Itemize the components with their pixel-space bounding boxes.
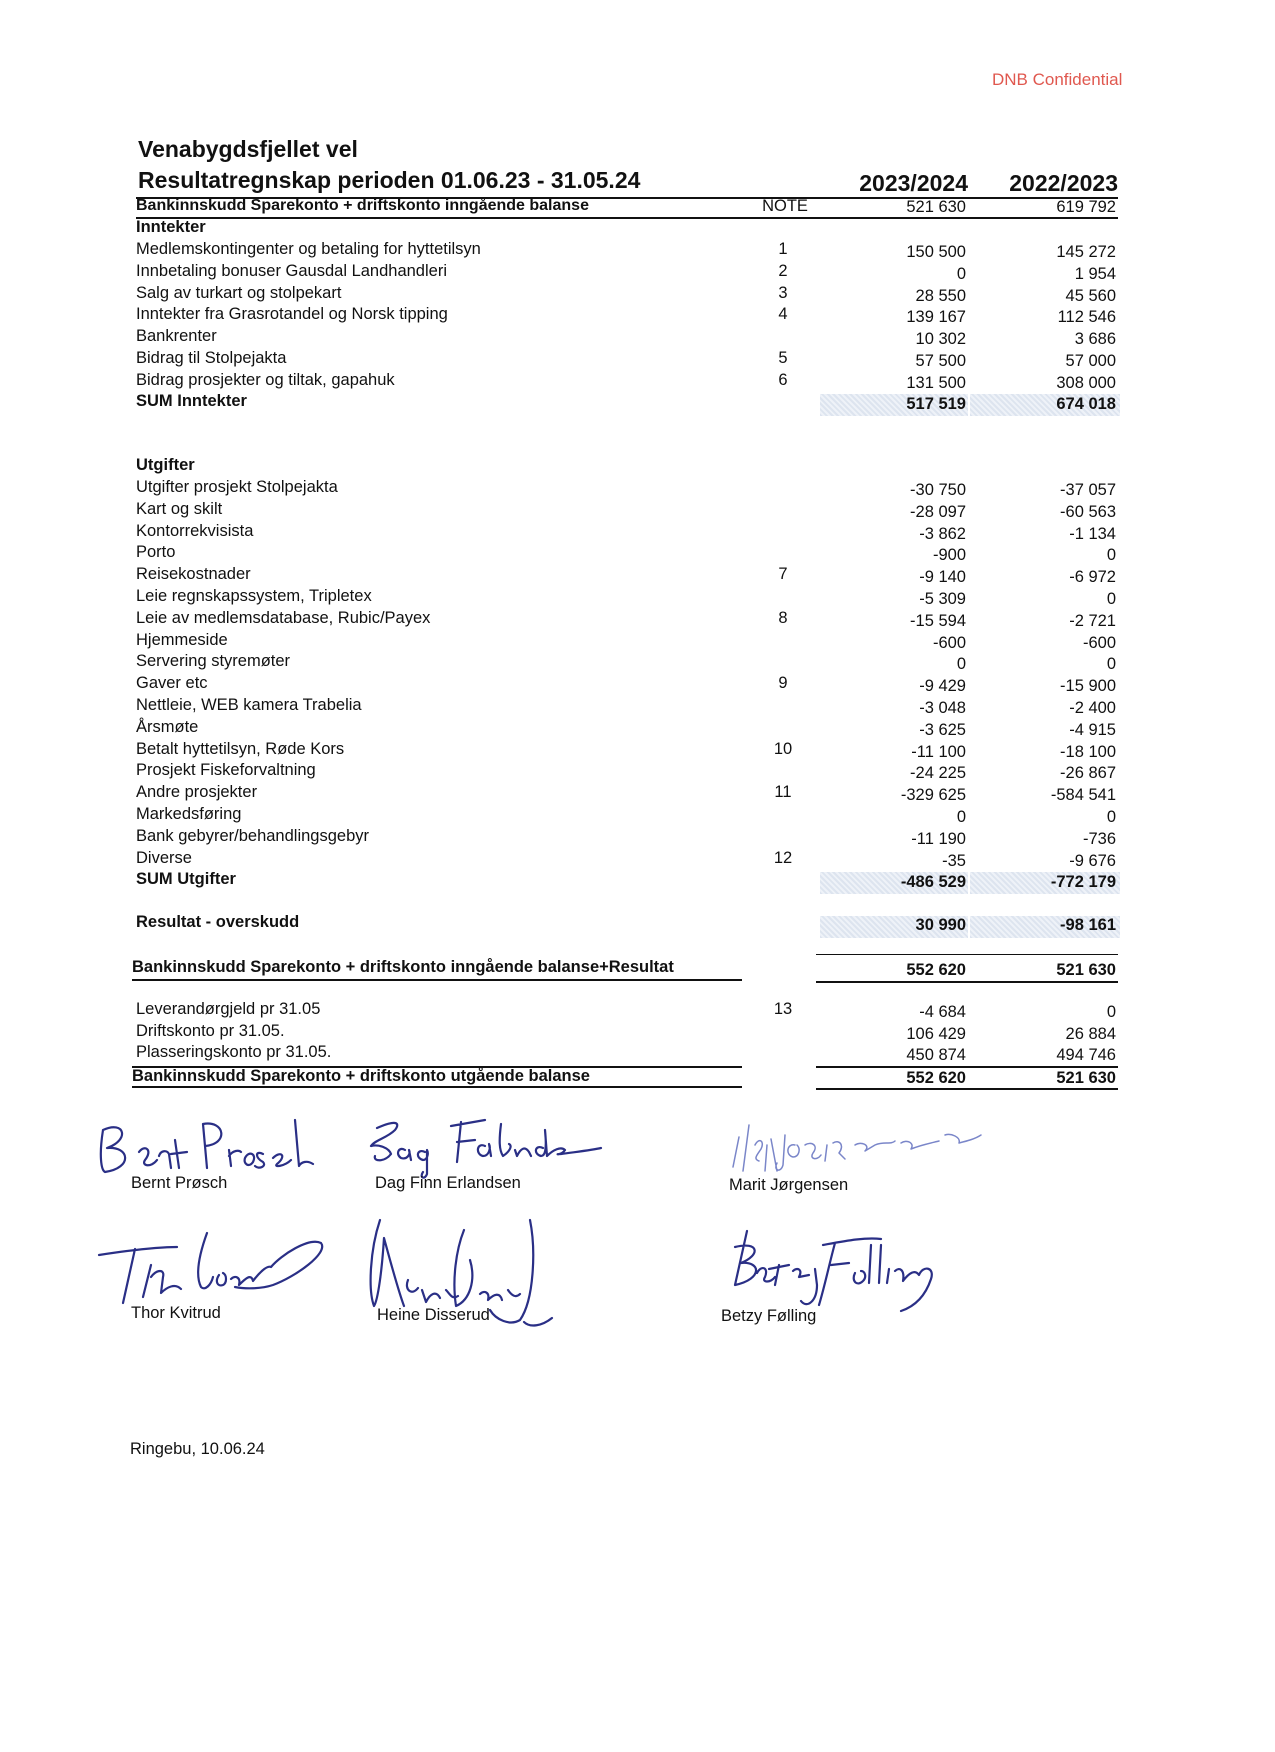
opening-balance-row xyxy=(0,197,1275,219)
expense-item-current: -30 750 xyxy=(910,481,966,499)
expense-item-label: Hjemmeside xyxy=(136,630,228,649)
expense-item-label: Servering styremøter xyxy=(136,652,291,671)
expense-item-row xyxy=(0,609,1275,631)
expenses-heading: Utgifter xyxy=(136,456,195,474)
expense-item-row xyxy=(0,761,1275,783)
rule-under-closing-label xyxy=(132,1086,742,1088)
signature-thor xyxy=(95,1225,335,1305)
expense-item-label: Betalt hyttetilsyn, Røde Kors xyxy=(136,739,345,758)
expense-item-previous: -1 134 xyxy=(1069,524,1116,543)
income-item-previous: 112 546 xyxy=(1057,308,1116,327)
closing-item-row xyxy=(0,1043,1275,1065)
result-previous: -98 161 xyxy=(1060,916,1116,934)
income-item-previous: 145 272 xyxy=(1056,243,1116,261)
income-item-current: 139 167 xyxy=(906,308,966,327)
expense-item-label: Utgifter prosjekt Stolpejakta xyxy=(136,478,338,496)
expense-item-current: -3 862 xyxy=(919,524,966,543)
balance-plus-result-previous: 521 630 xyxy=(1056,961,1116,979)
income-item-row xyxy=(0,262,1275,284)
expense-sum-row xyxy=(0,870,1275,892)
expense-item-previous: 0 xyxy=(1106,590,1116,608)
expense-item-label: Markedsføring xyxy=(136,805,242,823)
signature-name-bernt: Bernt Prøsch xyxy=(131,1174,228,1192)
expense-item-label: Andre prosjekter xyxy=(136,783,258,802)
expense-item-label: Diverse xyxy=(136,848,192,867)
income-item-previous: 308 000 xyxy=(1056,373,1116,392)
income-item-current: 131 500 xyxy=(906,373,966,392)
expense-sum-label: SUM Utgifter xyxy=(136,870,236,888)
opening-balance-current: 521 630 xyxy=(906,198,966,216)
closing-item-current: 450 874 xyxy=(906,1046,966,1064)
expense-item-current: -24 225 xyxy=(910,764,966,783)
expense-item-row xyxy=(0,827,1275,849)
income-item-previous: 3 686 xyxy=(1074,330,1116,349)
expense-item-previous: 0 xyxy=(1106,546,1116,565)
rule-under-closing-values xyxy=(816,1088,1118,1090)
income-item-previous: 45 560 xyxy=(1065,286,1116,305)
result-row xyxy=(0,913,1275,935)
income-item-note: 3 xyxy=(778,283,788,302)
expense-item-previous: -9 676 xyxy=(1069,851,1116,870)
expense-item-previous: -37 057 xyxy=(1060,481,1116,499)
expense-item-note: 12 xyxy=(773,848,793,867)
expense-item-label: Reisekostnader xyxy=(136,565,251,584)
expense-item-current: -9 140 xyxy=(919,568,966,587)
expense-item-current: 0 xyxy=(956,808,966,826)
closing-total-label: Bankinnskudd Sparekonto + driftskonto utgående balanse xyxy=(132,1067,590,1085)
expenses-heading-row xyxy=(0,456,1275,478)
signature-dag-finn xyxy=(365,1110,605,1180)
income-heading: Inntekter xyxy=(136,218,206,236)
income-item-label: Innbetaling bonuser Gausdal Landhandleri xyxy=(136,261,447,280)
income-item-current: 10 302 xyxy=(915,330,966,349)
expense-item-previous: -15 900 xyxy=(1060,677,1116,696)
income-item-note: 1 xyxy=(778,240,788,258)
expense-item-current: 0 xyxy=(956,655,966,674)
opening-balance-label: Bankinnskudd Sparekonto + driftskonto inngående balanse xyxy=(136,197,589,214)
closing-item-current: -4 684 xyxy=(919,1003,966,1021)
expense-item-current: -3 625 xyxy=(919,720,966,739)
expense-item-note: 11 xyxy=(774,783,792,802)
expense-item-previous: -2 400 xyxy=(1069,699,1116,717)
closing-total-current: 552 620 xyxy=(906,1069,966,1087)
income-item-row xyxy=(0,284,1275,306)
expense-item-row xyxy=(0,500,1275,522)
income-item-row xyxy=(0,305,1275,327)
income-heading-row xyxy=(0,218,1275,240)
income-item-current: 0 xyxy=(956,264,966,283)
signature-name-thor: Thor Kvitrud xyxy=(131,1304,221,1322)
expense-item-row xyxy=(0,849,1275,871)
expense-sum-previous: -772 179 xyxy=(1050,873,1116,891)
expense-item-label: Gaver etc xyxy=(136,674,208,693)
rule-above-closing-values xyxy=(816,1066,1118,1068)
place-date: Ringebu, 10.06.24 xyxy=(130,1440,265,1458)
expense-item-row xyxy=(0,740,1275,762)
expense-item-previous: -60 563 xyxy=(1060,502,1116,521)
expense-item-current: -28 097 xyxy=(910,502,966,521)
income-sum-current: 517 519 xyxy=(906,395,966,413)
expense-item-label: Prosjekt Fiskeforvaltning xyxy=(136,761,316,780)
signature-name-dag-finn: Dag Finn Erlandsen xyxy=(375,1174,521,1192)
expense-item-label: Bank gebyrer/behandlingsgebyr xyxy=(136,826,369,845)
expense-item-previous: -4 915 xyxy=(1069,720,1116,739)
income-sum-row xyxy=(0,392,1275,414)
expense-item-previous: 0 xyxy=(1106,808,1116,826)
closing-item-row xyxy=(0,1022,1275,1044)
expense-item-current: -3 048 xyxy=(919,699,966,717)
result-current: 30 990 xyxy=(915,916,966,934)
rule-under-balance-result-label xyxy=(132,979,742,981)
expense-item-label: Nettleie, WEB kamera Trabelia xyxy=(136,696,362,714)
closing-item-note: 13 xyxy=(773,1000,793,1018)
expense-item-label: Leie av medlemsdatabase, Rubic/Payex xyxy=(136,608,431,627)
expense-item-previous: -600 xyxy=(1082,633,1116,652)
expense-item-current: -15 594 xyxy=(910,611,966,630)
closing-item-previous: 0 xyxy=(1106,1003,1116,1021)
income-sum-previous: 674 018 xyxy=(1056,395,1116,413)
income-item-row xyxy=(0,349,1275,371)
income-item-current: 150 500 xyxy=(906,243,966,261)
signature-name-betzy: Betzy Følling xyxy=(721,1307,817,1325)
income-item-label: Medlemskontingenter og betaling for hyttetilsyn xyxy=(136,240,481,258)
income-item-current: 57 500 xyxy=(915,352,966,370)
expense-item-note: 7 xyxy=(778,565,788,584)
expense-item-note: 8 xyxy=(778,608,788,627)
income-item-label: Inntekter fra Grasrotandel og Norsk tipping xyxy=(136,305,448,324)
expense-item-row xyxy=(0,783,1275,805)
expense-item-current: -600 xyxy=(932,633,966,652)
expense-item-previous: 0 xyxy=(1106,655,1116,674)
report-title: Resultatregnskap perioden 01.06.23 - 31.05.24 xyxy=(138,167,641,193)
expense-item-label: Årsmøte xyxy=(136,717,199,736)
expense-item-label: Leie regnskapssystem, Tripletex xyxy=(136,587,372,605)
balance-plus-result-label: Bankinnskudd Sparekonto + driftskonto inngående balanse+Resultat xyxy=(132,958,674,976)
expense-item-row xyxy=(0,674,1275,696)
income-item-label: Bidrag prosjekter og tiltak, gapahuk xyxy=(136,370,395,389)
rule-above-balance-result xyxy=(816,954,1118,955)
expense-item-previous: -26 867 xyxy=(1060,764,1116,783)
expense-item-row xyxy=(0,718,1275,740)
expense-item-row xyxy=(0,543,1275,565)
expense-item-label: Porto xyxy=(136,543,176,562)
income-item-current: 28 550 xyxy=(915,286,966,305)
balance-plus-result-row xyxy=(0,958,1275,980)
expense-item-row xyxy=(0,478,1275,500)
income-item-previous: 57 000 xyxy=(1065,352,1116,370)
income-item-label: Salg av turkart og stolpekart xyxy=(136,283,342,302)
expense-item-previous: -6 972 xyxy=(1069,568,1116,587)
signature-marit xyxy=(725,1115,985,1175)
balance-plus-result-current: 552 620 xyxy=(906,961,966,979)
rule-top xyxy=(136,197,1118,199)
expense-item-current: -9 429 xyxy=(919,677,966,696)
income-item-note: 2 xyxy=(778,261,788,280)
closing-total-previous: 521 630 xyxy=(1056,1069,1116,1087)
expense-item-row xyxy=(0,631,1275,653)
expense-item-label: Kontorrekvisista xyxy=(136,521,254,540)
closing-item-previous: 494 746 xyxy=(1056,1046,1116,1064)
closing-item-label: Leverandørgjeld pr 31.05 xyxy=(136,1000,321,1018)
income-item-note: 4 xyxy=(778,305,788,324)
expense-item-row xyxy=(0,522,1275,544)
income-item-row xyxy=(0,371,1275,393)
income-item-previous: 1 954 xyxy=(1074,264,1116,283)
year-current-header: 2023/2024 xyxy=(859,170,968,196)
year-previous-header: 2022/2023 xyxy=(1009,170,1118,196)
expense-item-row xyxy=(0,696,1275,718)
expense-item-label: Kart og skilt xyxy=(136,499,223,518)
expense-item-current: -11 100 xyxy=(911,742,966,761)
expense-item-current: -900 xyxy=(932,546,966,565)
confidential-label: DNB Confidential xyxy=(992,70,1123,89)
closing-item-previous: 26 884 xyxy=(1065,1024,1116,1043)
opening-balance-previous: 619 792 xyxy=(1056,198,1116,216)
expense-item-current: -35 xyxy=(942,851,966,870)
income-item-label: Bidrag til Stolpejakta xyxy=(136,349,287,367)
expense-item-note: 9 xyxy=(778,674,788,693)
signature-name-marit: Marit Jørgensen xyxy=(729,1176,849,1194)
income-item-row xyxy=(0,240,1275,262)
rule-under-balance-result-values xyxy=(816,981,1118,983)
expense-item-current: -5 309 xyxy=(919,590,966,608)
income-item-note: 5 xyxy=(778,349,788,367)
expense-item-current: -329 625 xyxy=(900,786,966,805)
income-item-row xyxy=(0,327,1275,349)
income-item-note: 6 xyxy=(778,370,788,389)
signature-bernt xyxy=(95,1110,315,1180)
expense-item-row xyxy=(0,652,1275,674)
note-column-header: NOTE xyxy=(762,197,808,215)
closing-item-row xyxy=(0,1000,1275,1022)
organization-name: Venabygdsfjellet vel xyxy=(138,136,358,162)
expense-item-row xyxy=(0,587,1275,609)
expense-item-note: 10 xyxy=(773,739,793,758)
expense-item-previous: -2 721 xyxy=(1069,611,1116,630)
signature-betzy xyxy=(705,1225,945,1315)
result-label: Resultat - overskudd xyxy=(136,913,300,931)
expense-item-row xyxy=(0,565,1275,587)
income-item-label: Bankrenter xyxy=(136,327,217,346)
closing-item-label: Driftskonto pr 31.05. xyxy=(136,1021,285,1040)
expense-item-previous: -584 541 xyxy=(1050,786,1116,805)
expense-item-previous: -18 100 xyxy=(1060,742,1116,761)
expense-item-current: -11 190 xyxy=(911,829,966,848)
expense-item-previous: -736 xyxy=(1082,829,1116,848)
closing-item-current: 106 429 xyxy=(906,1024,966,1043)
closing-item-label: Plasseringskonto pr 31.05. xyxy=(136,1043,332,1061)
expense-sum-current: -486 529 xyxy=(900,873,966,891)
expense-item-row xyxy=(0,805,1275,827)
signature-name-heine: Heine Disserud xyxy=(377,1306,490,1324)
income-sum-label: SUM Inntekter xyxy=(136,392,247,410)
